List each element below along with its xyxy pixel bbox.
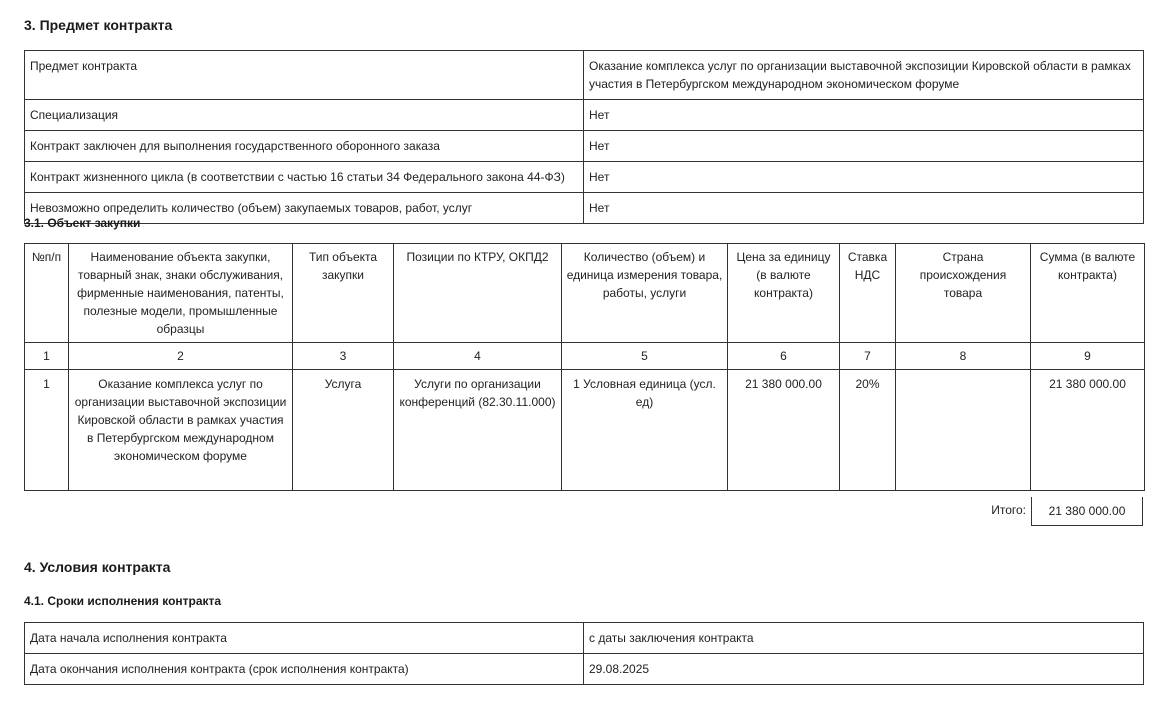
total-label: Итого: (991, 503, 1026, 517)
header-ktru: Позиции по КТРУ, ОКПД2 (394, 244, 562, 343)
contract-terms-table (24, 622, 1144, 685)
column-number: 4 (394, 343, 562, 370)
item-ktru: Услуги по организации конференций (82.30.11.000) (394, 370, 562, 491)
contract-subject-table (24, 50, 1144, 224)
column-number: 9 (1031, 343, 1145, 370)
item-country (896, 370, 1031, 491)
table-header-row (25, 244, 1145, 343)
total-value: 21 380 000.00 (1031, 497, 1143, 526)
item-type: Услуга (293, 370, 394, 491)
procurement-items-table (24, 243, 1145, 491)
row-value: Оказание комплекса услуг по организации выставочной экспозиции Кировской области в рамках участия в Петербургском международном экономическом форуме (584, 51, 1144, 100)
row-label: Невозможно определить количество (объем) закупаемых товаров, работ, услуг (25, 193, 584, 224)
section-3-title: 3. Предмет контракта (24, 17, 173, 33)
row-label: Контракт заключен для выполнения государственного оборонного заказа (25, 131, 584, 162)
row-label: Предмет контракта (25, 51, 584, 100)
row-value: Нет (584, 193, 1144, 224)
column-number: 8 (896, 343, 1031, 370)
column-number: 5 (562, 343, 728, 370)
column-number: 7 (840, 343, 896, 370)
row-label: Контракт жизненного цикла (в соответствии с частью 16 статьи 34 Федерального закона 44-ФЗ) (25, 162, 584, 193)
table-row (25, 193, 1144, 224)
column-number: 3 (293, 343, 394, 370)
header-quantity: Количество (объем) и единица измерения товара, работы, услуги (562, 244, 728, 343)
row-label: Специализация (25, 100, 584, 131)
header-country: Страна происхождения товара (896, 244, 1031, 343)
item-num: 1 (25, 370, 69, 491)
table-row (25, 100, 1144, 131)
row-value: Нет (584, 131, 1144, 162)
header-num: №п/п (25, 244, 69, 343)
row-value: Нет (584, 100, 1144, 131)
header-vat: Ставка НДС (840, 244, 896, 343)
table-row (25, 131, 1144, 162)
row-label: Дата начала исполнения контракта (25, 623, 584, 654)
section-4-title: 4. Условия контракта (24, 559, 171, 575)
section-3-1-title: 3.1. Объект закупки (24, 216, 141, 230)
item-sum: 21 380 000.00 (1031, 370, 1145, 491)
table-row (25, 654, 1144, 685)
table-row (25, 370, 1145, 491)
row-value: Нет (584, 162, 1144, 193)
item-name: Оказание комплекса услуг по организации выставочной экспозиции Кировской области в рамках участия в Петербургском международном экономическом форуме (69, 370, 293, 491)
item-price: 21 380 000.00 (728, 370, 840, 491)
column-number: 2 (69, 343, 293, 370)
row-value: 29.08.2025 (584, 654, 1144, 685)
row-label: Дата окончания исполнения контракта (срок исполнения контракта) (25, 654, 584, 685)
header-sum: Сумма (в валюте контракта) (1031, 244, 1145, 343)
header-type: Тип объекта закупки (293, 244, 394, 343)
column-number: 1 (25, 343, 69, 370)
header-price: Цена за единицу (в валюте контракта) (728, 244, 840, 343)
header-name: Наименование объекта закупки, товарный знак, знаки обслуживания, фирменные наименования, патенты, полезные модели, промышленные образцы (69, 244, 293, 343)
section-4-1-title: 4.1. Сроки исполнения контракта (24, 594, 222, 608)
item-quantity: 1 Условная единица (усл. ед) (562, 370, 728, 491)
column-number-row (25, 343, 1145, 370)
table-row (25, 51, 1144, 100)
item-vat: 20% (840, 370, 896, 491)
row-value: с даты заключения контракта (584, 623, 1144, 654)
table-row (25, 162, 1144, 193)
column-number: 6 (728, 343, 840, 370)
table-row (25, 623, 1144, 654)
